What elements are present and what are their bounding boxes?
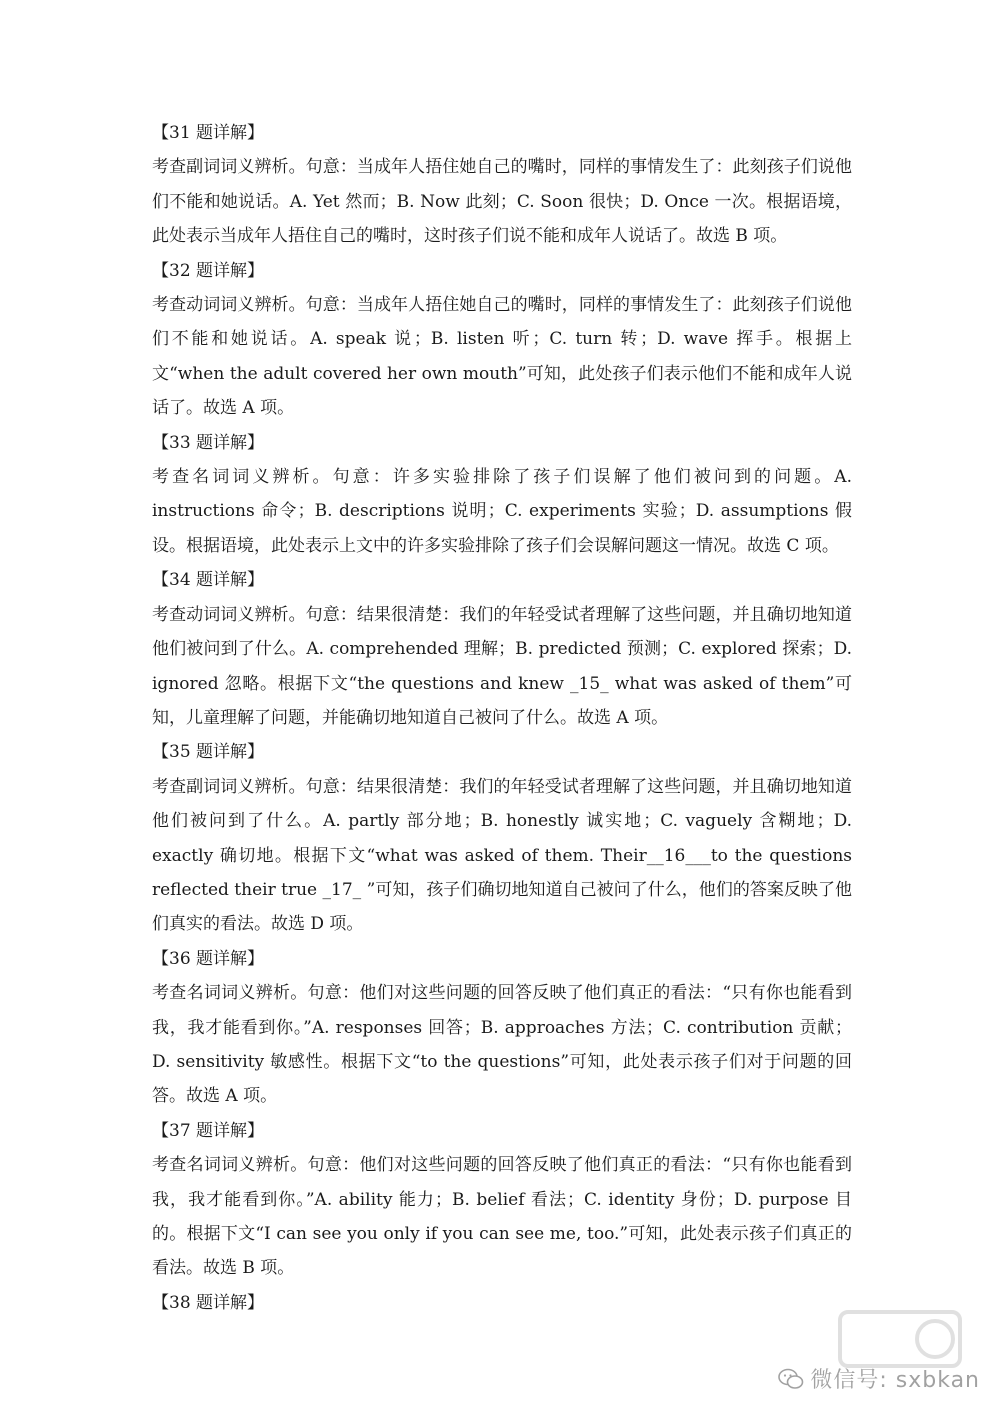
- section-body: 考查名词词义辨析。句意：他们对这些问题的回答反映了他们真正的看法：“只有你也能看到我，我才能看到你。”A. responses 回答；B. approaches 方法；C. contribution 贡献；D. sensitivity 敏感性。根据下文“to the questions”可知，此处表示孩子们对于问题的回答。故选 A 项。: [152, 983, 852, 1107]
- section-34: [152, 563, 852, 735]
- section-heading: 【31 题详解】: [152, 123, 265, 143]
- section-31: [152, 116, 852, 254]
- section-37: [152, 1114, 852, 1286]
- section-38: [152, 1286, 852, 1320]
- wechat-icon: [778, 1368, 804, 1390]
- section-33: [152, 426, 852, 564]
- section-heading: 【37 题详解】: [152, 1120, 265, 1141]
- section-heading: 【32 题详解】: [152, 260, 265, 281]
- section-body: 考查副词词义辨析。句意：当成年人捂住她自己的嘴时，同样的事情发生了：此刻孩子们说他们不能和她说话。A. Yet 然而；B. Now 此刻；C. Soon 很快；D. Once 一次。根据语境，此处表示当成年人捂住自己的嘴时，这时孩子们说不能和成年人说话了。故选 B 项。: [152, 157, 852, 247]
- watermark-text: 微信号: sxbkan: [810, 1368, 980, 1393]
- section-body: 考查名词词义辨析。句意：他们对这些问题的回答反映了他们真正的看法：“只有你也能看到我，我才能看到你。”A. ability 能力；B. belief 看法；C. identity 身份；D. purpose 目的。根据下文“I can see you only if you can see me, too.”可知，此处表示孩子们真正的看法。故选 B 项。: [152, 1155, 852, 1279]
- document-page: [152, 116, 852, 1320]
- section-32: [152, 254, 852, 426]
- section-body: 考查副词词义辨析。句意：结果很清楚：我们的年轻受试者理解了这些问题，并且确切地知道他们被问到了什么。A. partly 部分地；B. honestly 诚实地；C. vaguely 含糊地；D. exactly 确切地。根据下文“what was asked of them. Their__16___to the questions reflected their true _17_ ”可知，孩子们确切地知道自己被问了什么，他们的答案反映了他们真实的看法。故选 D 项。: [152, 776, 852, 935]
- section-heading: 【36 题详解】: [152, 948, 265, 969]
- section-heading: 【34 题详解】: [152, 570, 265, 591]
- section-heading: 【38 题详解】: [152, 1292, 265, 1313]
- section-36: [152, 942, 852, 1114]
- section-body: 考查动词词义辨析。句意：当成年人捂住她自己的嘴时，同样的事情发生了：此刻孩子们说他们不能和她说话。A. speak 说；B. listen 听；C. turn 转；D. wave 挥手。根据上文“when the adult covered her own mouth”可知，此处孩子们表示他们不能和成年人说话了。故选 A 项。: [152, 295, 852, 419]
- section-body: 考查名词词义辨析。句意：许多实验排除了孩子们误解了他们被问到的问题。A. instructions 命令；B. descriptions 说明；C. experiments 实验；D. assumptions 假设。根据语境，此处表示上文中的许多实验排除了孩子们会误解问题这一情况。故选 C 项。: [152, 467, 852, 556]
- section-heading: 【33 题详解】: [152, 432, 265, 453]
- section-heading: 【35 题详解】: [152, 742, 265, 763]
- section-body: 考查动词词义辨析。句意：结果很清楚：我们的年轻受试者理解了这些问题，并且确切地知道他们被问到了什么。A. comprehended 理解；B. predicted 预测；C. explored 探索；D. ignored 忽略。根据下文“the questions and knew _15_ what was asked of them”可知，儿童理解了问题，并能确切地知道自己被问了什么。故选 A 项。: [152, 604, 852, 728]
- section-35: [152, 735, 852, 941]
- watermark: [778, 1363, 980, 1394]
